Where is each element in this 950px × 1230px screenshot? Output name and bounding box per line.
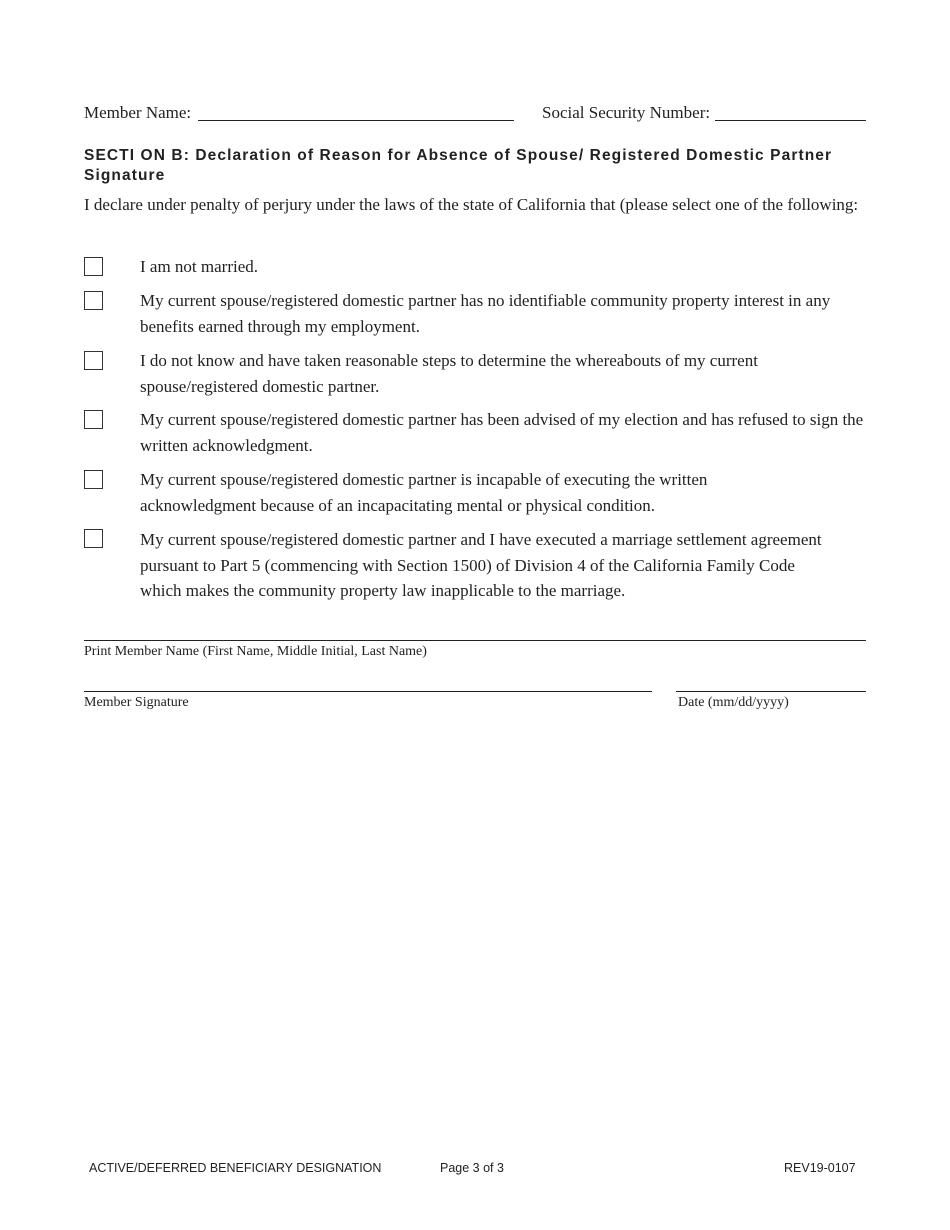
- ssn-field[interactable]: [715, 120, 866, 121]
- footer-revision: REV19-0107: [784, 1161, 856, 1175]
- option-text-incapacitated: My current spouse/registered domestic partner is incapable of executing the written acknowledgment because of an incapacitating mental or physical condition.: [140, 470, 708, 515]
- footer-page-number: Page 3 of 3: [440, 1161, 504, 1175]
- option-checkbox-not-married[interactable]: [84, 257, 103, 276]
- option-text-not-married: I am not married.: [140, 257, 259, 276]
- member-signature-label: Member Signature: [84, 695, 189, 710]
- option-checkbox-incapacitated[interactable]: [84, 470, 103, 489]
- print-name-label: Print Member Name (First Name, Middle Initial, Last Name): [84, 644, 427, 659]
- date-label: Date (mm/dd/yyyy): [678, 695, 789, 710]
- option-checkbox-whereabouts-unknown[interactable]: [84, 351, 103, 370]
- member-name-label: Member Name:: [84, 103, 192, 122]
- option-text-refused-to-sign: My current spouse/registered domestic partner has been advised of my election and has refused to sign the written acknowledgment.: [140, 410, 864, 455]
- option-text-whereabouts-unknown: I do not know and have taken reasonable steps to determine the whereabouts of my current spouse/registered domestic partner.: [140, 351, 758, 396]
- ssn-label: Social Security Number:: [542, 103, 711, 122]
- option-checkbox-marriage-settlement[interactable]: [84, 529, 103, 548]
- print-name-line[interactable]: [84, 640, 866, 641]
- footer-form-title: ACTIVE/DEFERRED BENEFICIARY DESIGNATION: [89, 1161, 382, 1175]
- option-checkbox-no-property-interest[interactable]: [84, 291, 103, 310]
- option-checkbox-refused-to-sign[interactable]: [84, 410, 103, 429]
- option-text-no-property-interest: My current spouse/registered domestic partner has no identifiable community property interest in any benefits earned through my employment.: [140, 291, 831, 336]
- date-line[interactable]: [676, 691, 866, 692]
- member-name-field[interactable]: [198, 120, 514, 121]
- declaration-intro: I declare under penalty of perjury under the laws of the state of California that (please select one of the following:: [84, 195, 859, 214]
- option-text-marriage-settlement: My current spouse/registered domestic partner and I have executed a marriage settlement agreement pursuant to Part 5 (commencing with Section 1500) of Division 4 of the California Family Code which makes the community property law inapplicable to the marriage.: [140, 530, 822, 600]
- member-signature-line[interactable]: [84, 691, 652, 692]
- section-b-heading: SECTI ON B: Declaration of Reason for Absence of Spouse/ Registered Domestic Partner Signature: [84, 147, 833, 184]
